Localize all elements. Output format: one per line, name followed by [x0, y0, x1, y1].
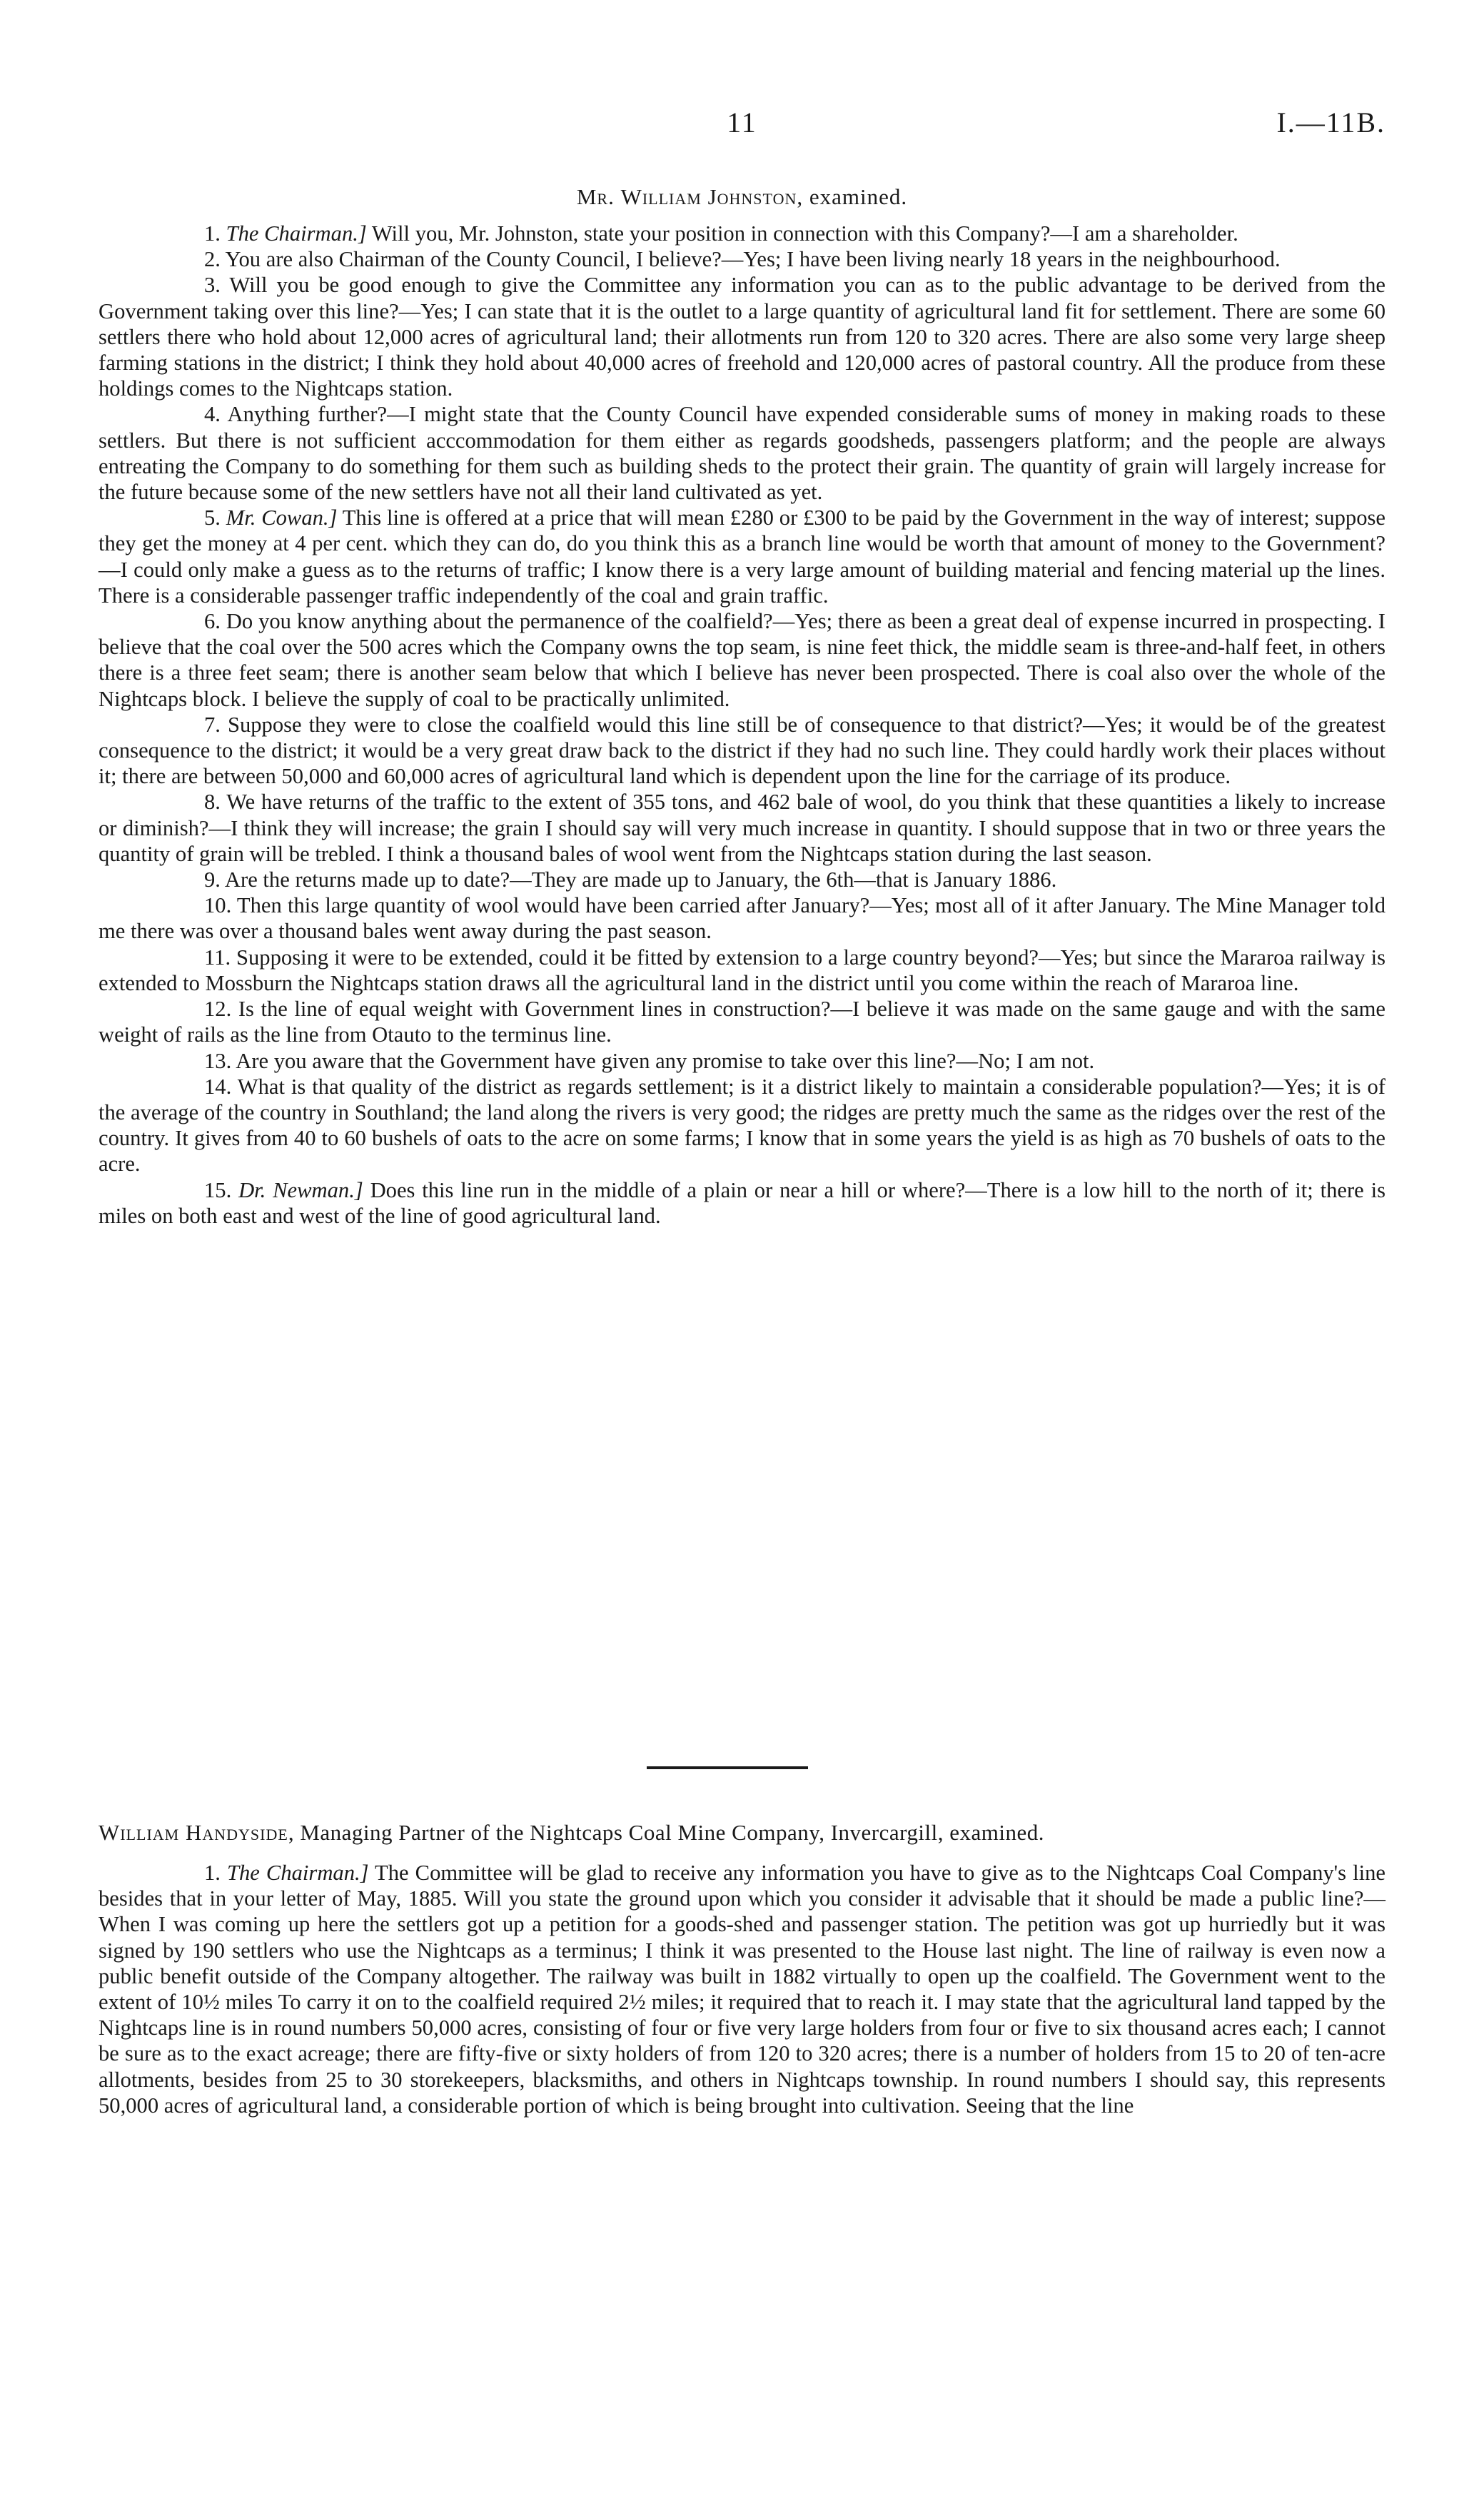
question-number: 6. [204, 609, 221, 634]
witness-name: William Johnston [620, 184, 797, 209]
question-number: 11. [204, 945, 231, 970]
question-paragraph [99, 608, 1385, 712]
question-text: Anything further?—I might state that the County Council have expended considerable sums of money in making roads to these settlers. But there is not sufficient acccommodation for them either as regards goodsheds, passengers platform; and the people are always entreating the Company to do something for them such as building sheds to the protect their grain. The quantity of grain will largely increase for the future because some of the new settlers have not all their land cultivated as yet. [99, 402, 1385, 505]
question-paragraph [99, 401, 1385, 505]
speaker-name: The Chairman.] [226, 221, 367, 246]
question-number: 1. [204, 1861, 221, 1885]
handyside-examination [99, 1860, 1385, 2118]
question-paragraph [99, 1048, 1385, 1074]
question-paragraph [99, 1860, 1385, 2118]
question-paragraph [99, 712, 1385, 790]
question-number: 15. [204, 1177, 232, 1202]
question-text: Is the line of equal weight with Government lines in construction?—I believe it was made on the same gauge and with the same weight of rails as the line from Otauto to the terminus line. [99, 997, 1385, 1047]
section-divider [647, 1766, 808, 1769]
question-text: Are you aware that the Government have given any promise to take over this line?—No; I am not. [236, 1048, 1095, 1073]
question-text: Then this large quantity of wool would have been carried after January?—Yes; most all of it after January. The Mine Manager told me there was over a thousand bales went away during the past season. [99, 893, 1385, 944]
question-number: 1. [204, 221, 221, 246]
question-paragraph [99, 246, 1385, 272]
question-text: We have returns of the traffic to the extent of 355 tons, and 462 bale of wool, do you think that these quantities a likely to increase or diminish?—I think they will increase; the grain I should say will very much increase in quantity. I should suppose that in two or three years the quantity of grain will be trebled. I think a thousand bales of wool went from the Nightcaps station during the last season. [99, 790, 1385, 866]
question-number: 13. [204, 1048, 232, 1073]
question-text: This line is offered at a price that will mean £280 or £300 to be paid by the Government in the way of interest; suppose they get the money at 4 per cent. which they can do, do you think this as a branch line would be worth that amount of money to the Government?—I could only make a guess as to the returns of traffic; I know there is a very large amount of building material and fencing material up the lines. There is a considerable passenger traffic independently of the coal and grain traffic. [99, 505, 1385, 608]
question-text: Are the returns made up to date?—They are made up to January, the 6th—that is January 1886. [224, 867, 1057, 892]
question-number: 3. [204, 273, 221, 298]
question-text: Will you be good enough to give the Committee any information you can as to the public advantage to be derived from the Government taking over this line?—Yes; I can state that it is the outlet to a large quantity of agricultural land fit for settlement. There are some 60 settlers there who hold about 12,000 acres of agricultural land; their allotments run from 120 to 320 acres. There are also some very large sheep farming stations in the district; I think they hold about 40,000 acres of freehold and 120,000 acres of pastoral country. All the produce from these holdings comes to the Nightcaps station. [99, 273, 1385, 401]
title-prefix: Mr. [576, 184, 615, 209]
question-text: Supposing it were to be extended, could it be fitted by extension to a large country beyond?—Yes; but since the Mararoa railway is extended to Mossburn the Nightcaps station draws all the agricultural land in the district until you come within the reach of Mararoa line. [99, 945, 1385, 995]
page-number: 11 [727, 106, 757, 139]
question-number: 12. [204, 997, 232, 1022]
question-number: 9. [204, 867, 221, 892]
question-paragraph [99, 272, 1385, 401]
question-number: 4. [204, 402, 221, 427]
question-number: 8. [204, 790, 221, 815]
question-paragraph [99, 789, 1385, 867]
question-text: Does this line run in the middle of a plain or near a hill or where?—There is a low hill to the north of it; there is miles on both east and west of the line of good agricultural land. [99, 1177, 1385, 1228]
witness-name: William Handyside [99, 1820, 288, 1845]
question-paragraph [99, 867, 1385, 892]
section-title-handyside [99, 1820, 1385, 1846]
question-paragraph [99, 996, 1385, 1047]
question-number: 7. [204, 712, 221, 737]
witness-description: , Managing Partner of the Nightcaps Coal Mine Company, Invercargill, examined. [288, 1820, 1044, 1845]
speaker-name: Mr. Cowan.] [226, 505, 338, 530]
speaker-name: The Chairman.] [227, 1861, 369, 1885]
question-text: The Committee will be glad to receive any information you have to give as to the Nightcaps Coal Company's line besides that in your letter of May, 1885. Will you state the ground upon which you consider it advisable that it should be made a public line?—When I was coming up here the settlers got up a petition for a goods-shed and passenger station. The petition was got up hurriedly but it was signed by 190 settlers who use the Nightcaps as a terminus; I think it was presented to the House last night. The line of railway is even now a public benefit outside of the Company altogether. The railway was built in 1882 virtually to open up the coalfield. The Government went to the extent of 10½ miles To carry it on to the coalfield required 2½ miles; it required that to reach it. I may state that the agricultural land tapped by the Nightcaps line is in round numbers 50,000 acres, consisting of four or five very large holders from four or five to six thousand acres each; I cannot be sure as to the exact acreage; there are fifty-five or sixty holders of from 120 to 320 acres; there is a number of holders from 15 to 20 of ten-acre allotments, besides from 25 to 30 storekeepers, blacksmiths, and others in Nightcaps township. In round numbers I should say, this represents 50,000 acres of agricultural land, a considerable portion of which is being brought into cultivation. Seeing that the line [99, 1861, 1385, 2118]
question-text: Suppose they were to close the coalfield would this line still be of consequence to that district?—Yes; it would be of the greatest consequence to the district; it would be a very great draw back to the district if they had no such line. They could hardly work their places without it; there are between 50,000 and 60,000 acres of agricultural land which is dependent upon the line for the carriage of its produce. [99, 712, 1385, 789]
document-code: I.—11B. [1276, 106, 1385, 139]
page-header [99, 106, 1385, 149]
speaker-name: Dr. Newman.] [238, 1177, 363, 1202]
question-paragraph [99, 1074, 1385, 1177]
question-text: Do you know anything about the permanence of the coalfield?—Yes; there as been a great deal of expense incurred in prospecting. I believe that the coal over the 500 acres which the Company owns the top seam, is nine feet thick, the middle seam is three-and-half feet, in others there is a three feet seam; there is another seam below that which I believe has never been prospected. There is coal also over the whole of the Nightcaps block. I believe the supply of coal to be practically unlimited. [99, 609, 1385, 711]
question-paragraph [99, 505, 1385, 608]
question-text: You are also Chairman of the County Council, I believe?—Yes; I have been living nearly 18 years in the neighbourhood. [225, 247, 1281, 272]
question-text: What is that quality of the district as regards settlement; is it a district likely to maintain a considerable population?—Yes; it is of the average of the country in Southland; the land along the rivers is very good; the ridges are pretty much the same as the ridges over the rest of the country. It gives from 40 to 60 bushels of oats to the acre on some farms; I know that in some years the yield is as high as 70 bushels of oats to the acre. [99, 1074, 1385, 1177]
section-title-johnston [99, 184, 1385, 210]
question-number: 5. [204, 505, 221, 530]
question-number: 10. [204, 893, 232, 918]
question-paragraph [99, 892, 1385, 944]
question-number: 14. [204, 1074, 232, 1099]
johnston-examination [99, 221, 1385, 1229]
question-paragraph [99, 221, 1385, 246]
question-text: Will you, Mr. Johnston, state your position in connection with this Company?—I am a shareholder. [366, 221, 1238, 246]
question-paragraph [99, 1177, 1385, 1229]
title-suffix: , examined. [797, 184, 908, 209]
question-paragraph [99, 945, 1385, 996]
question-number: 2. [204, 247, 221, 272]
